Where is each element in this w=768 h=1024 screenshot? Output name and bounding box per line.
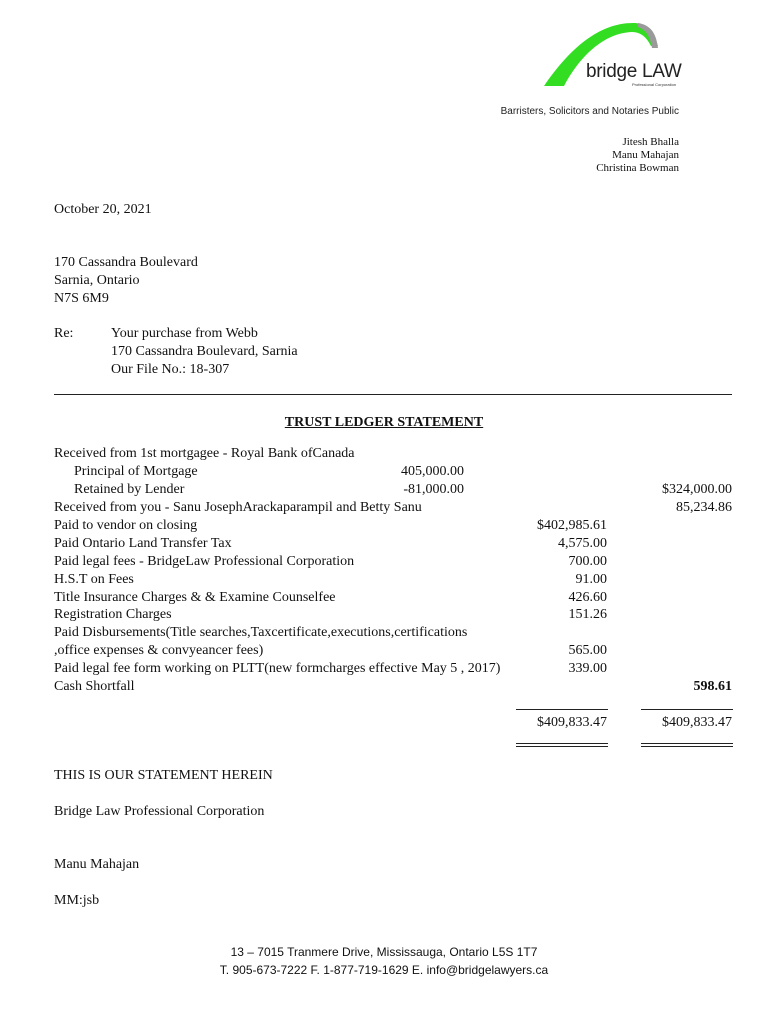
re-line-3: Our File No.: 18-307 (111, 362, 230, 377)
double-line-debit (516, 746, 608, 747)
ledger-row (0, 482, 768, 500)
ledger-desc: Principal of Mortgage (74, 464, 198, 479)
ledger-desc: Paid legal fee form working on PLTT(new formcharges effective May 5 , 2017) (54, 661, 501, 676)
ledger-row (0, 625, 768, 643)
header-divider (54, 394, 732, 395)
ledger-desc: Paid legal fees - BridgeLaw Professional Corporation (54, 554, 355, 569)
subtotal-line-debit (516, 709, 608, 710)
ledger-row (0, 572, 768, 590)
footer-address: 13 – 7015 Tranmere Drive, Mississauga, Ontario L5S 1T7 (230, 945, 538, 959)
ledger-row (0, 500, 768, 518)
address-line-3: N7S 6M9 (54, 291, 109, 306)
lawyer-name-2: Manu Mahajan (612, 149, 679, 161)
ledger-desc: H.S.T on Fees (54, 572, 134, 587)
total-debit: $409,833.47 (537, 715, 607, 730)
ledger-mid-amount: 405,000.00 (401, 464, 464, 479)
address-line-1: 170 Cassandra Boulevard (54, 255, 198, 270)
total-credit: $409,833.47 (662, 715, 732, 730)
reference-initials: MM:jsb (54, 893, 100, 908)
ledger-credit: 85,234.86 (676, 500, 732, 515)
double-line-credit (641, 746, 733, 747)
ledger-row (0, 536, 768, 554)
ledger-debit: 339.00 (568, 661, 607, 676)
ledger-row (0, 590, 768, 608)
re-line-1: Your purchase from Webb (111, 326, 258, 341)
firm-name: Bridge Law Professional Corporation (54, 804, 265, 819)
ledger-row (0, 464, 768, 482)
ledger-desc: Received from 1st mortgagee - Royal Bank ofCanada (54, 446, 355, 461)
ledger-row (0, 643, 768, 661)
re-label: Re: (54, 326, 74, 341)
ledger-mid-amount: -81,000.00 (403, 482, 464, 497)
ledger-row (0, 679, 768, 697)
ledger-credit: $324,000.00 (662, 482, 732, 497)
re-line-2: 170 Cassandra Boulevard, Sarnia (111, 344, 298, 359)
statement-title: TRUST LEDGER STATEMENT (284, 415, 484, 430)
ledger-row (0, 661, 768, 679)
double-line-credit (641, 743, 733, 744)
double-line-debit (516, 743, 608, 744)
ledger-debit: 700.00 (568, 554, 607, 569)
address-line-2: Sarnia, Ontario (54, 273, 140, 288)
ledger-desc: Paid to vendor on closing (54, 518, 198, 533)
ledger-desc: Received from you - Sanu JosephArackaparampil and Betty Sanu (54, 500, 422, 515)
statement-closing: THIS IS OUR STATEMENT HEREIN (54, 768, 273, 783)
letter-date: October 20, 2021 (54, 202, 152, 217)
logo-text: bridge LAW (586, 61, 682, 82)
ledger-debit: 151.26 (568, 607, 607, 622)
footer-contact: T. 905-673-7222 F. 1-877-719-1629 E. info@bridgelawyers.ca (219, 963, 549, 977)
ledger-desc: ,office expenses & convyeancer fees) (54, 643, 264, 658)
logo-subtext: Professional Corporation (632, 82, 677, 87)
ledger-desc: Cash Shortfall (54, 679, 135, 694)
ledger-credit: 598.61 (693, 679, 732, 694)
ledger-debit: 91.00 (575, 572, 607, 587)
ledger-desc: Registration Charges (54, 607, 172, 622)
lawyer-name-1: Jitesh Bhalla (622, 136, 679, 148)
ledger-debit: 565.00 (568, 643, 607, 658)
ledger-desc: Title Insurance Charges & & Examine Counselfee (54, 590, 336, 605)
ledger-debit: $402,985.61 (537, 518, 607, 533)
ledger-debit: 426.60 (568, 590, 607, 605)
ledger-desc: Retained by Lender (74, 482, 185, 497)
ledger-desc: Paid Disbursements(Title searches,Taxcertificate,executions,certifications (54, 625, 468, 640)
ledger-row (0, 554, 768, 572)
ledger-row (0, 446, 768, 464)
ledger-debit: 4,575.00 (558, 536, 607, 551)
ledger-row (0, 518, 768, 536)
ledger-row (0, 607, 768, 625)
signer-name: Manu Mahajan (54, 857, 140, 872)
subtotal-line-credit (641, 709, 733, 710)
ledger-desc: Paid Ontario Land Transfer Tax (54, 536, 232, 551)
firm-tagline: Barristers, Solicitors and Notaries Public (500, 106, 679, 117)
bridge-law-logo (540, 18, 690, 90)
lawyer-name-3: Christina Bowman (596, 162, 679, 174)
